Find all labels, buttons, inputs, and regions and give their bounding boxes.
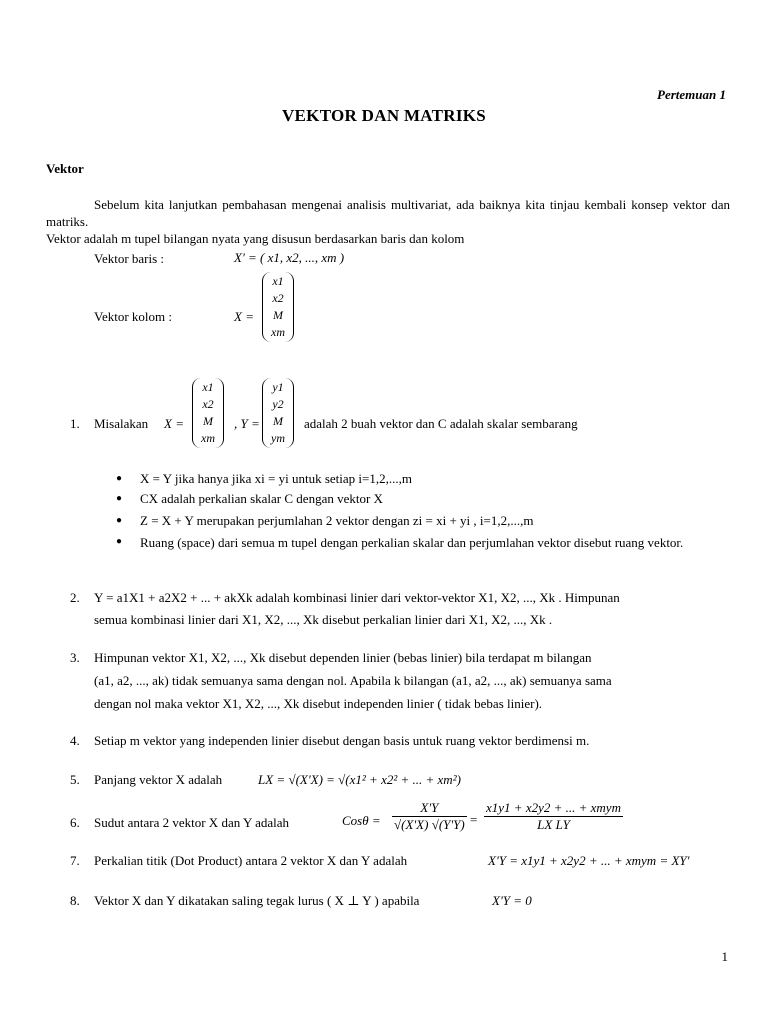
item-8-number: 8. (70, 893, 80, 908)
item-3-line-1: Himpunan vektor X1, X2, ..., Xk disebut dependen linier (bebas linier) bila terdapat m bilangan (94, 650, 592, 665)
item-5-text: Panjang vektor X adalah (94, 772, 223, 787)
y-entry-2: y2 (272, 397, 284, 411)
row-vector-label: Vektor baris : (94, 251, 165, 266)
page-number: 1 (721, 949, 728, 964)
item-6-fraction-2 (484, 800, 623, 833)
item-6-number: 6. (70, 815, 80, 830)
item-2-number: 2. (70, 590, 80, 605)
item-1-bullet-1: X = Y jika hanya jika xi = yi untuk setiap i=1,2,...,m (140, 471, 412, 486)
y-entry-3: M (273, 414, 283, 428)
col-entry-2: x2 (272, 291, 284, 305)
x-entry-3: M (203, 414, 213, 428)
fraction-2-numerator: x1y1 + x2y2 + ... + xmym (486, 800, 621, 815)
item-8-text: Vektor X dan Y dikatakan saling tegak lurus ( X ⊥ Y ) apabila (94, 893, 420, 908)
item-6-cos-lhs: Cosθ = (342, 813, 381, 828)
item-1-x-lhs: X = (164, 416, 184, 431)
intro-paragraph-1: Sebelum kita lanjutkan pembahasan mengenai analisis multivariat, ada baiknya kita tinjau kembali konsep vektor dan matriks. (46, 197, 730, 229)
item-2-line-2: semua kombinasi linier dari X1, X2, ..., Xk disebut perkalian linier dari X1, X2, ..., Xk . (94, 612, 553, 627)
item-1-bullet-4: Ruang (space) dari semua m tupel dengan perkalian skalar dan perjumlahan vektor disebut ruang vektor. (140, 535, 684, 550)
intro-paragraph-2: Vektor adalah m tupel bilangan nyata yang disusun berdasarkan baris dan kolom (46, 231, 465, 246)
item-7-formula: X'Y = x1y1 + x2y2 + ... + xmym = XY' (488, 853, 690, 868)
item-3-number: 3. (70, 650, 80, 665)
col-entry-4: xm (271, 325, 285, 339)
bullet-icon: ● (116, 473, 123, 484)
item-1-y-lhs: , Y = (234, 416, 260, 431)
column-vector-matrix (262, 272, 294, 342)
column-vector-lhs: X = (234, 309, 254, 324)
page-title: VEKTOR DAN MATRIKS (281, 106, 487, 125)
item-1-x-matrix (192, 378, 224, 448)
x-entry-4: xm (201, 431, 215, 445)
item-4-number: 4. (70, 733, 80, 748)
item-3-line-2: (a1, a2, ..., ak) tidak semuanya sama dengan nol. Apabila k bilangan (a1, a2, ..., ak) semuanya sama (94, 673, 612, 688)
item-7-text: Perkalian titik (Dot Product) antara 2 vektor X dan Y adalah (94, 853, 408, 868)
item-1-y-matrix (262, 378, 294, 448)
meeting-label: Pertemuan 1 (657, 87, 726, 102)
item-4-text: Setiap m vektor yang independen linier disebut dengan basis untuk ruang vektor berdimensi m. (94, 733, 590, 748)
item-1-number: 1. (70, 416, 80, 431)
y-entry-1: y1 (272, 380, 284, 394)
fraction-1-numerator: X'Y (392, 800, 467, 817)
item-6-text: Sudut antara 2 vektor X dan Y adalah (94, 815, 290, 830)
item-7-number: 7. (70, 853, 80, 868)
section-heading: Vektor (46, 161, 84, 176)
fraction-2-denominator: LX LY (537, 817, 570, 832)
item-8-formula: X'Y = 0 (492, 893, 532, 908)
col-entry-1: x1 (272, 274, 284, 288)
bullet-icon: ● (116, 536, 123, 547)
item-5-formula: LX = √(X'X) = √(x1² + x2² + ... + xm²) (258, 772, 461, 787)
fraction-1-denominator: √(X'X) √(Y'Y) (394, 817, 465, 832)
item-6-fraction-1 (392, 800, 467, 833)
y-entry-4: ym (271, 431, 285, 445)
column-vector-label: Vektor kolom : (94, 309, 172, 324)
x-entry-1: x1 (202, 380, 214, 394)
item-1-tail: adalah 2 buah vektor dan C adalah skalar sembarang (304, 416, 578, 431)
item-2-line-1: Y = a1X1 + a2X2 + ... + akXk adalah kombinasi linier dari vektor-vektor X1, X2, ..., Xk . Himpunan (94, 590, 620, 605)
bullet-icon: ● (116, 493, 123, 504)
col-entry-3: M (273, 308, 283, 322)
item-5-number: 5. (70, 772, 80, 787)
item-1-lead: Misalakan (94, 416, 149, 431)
row-vector-equation: X' = ( x1, x2, ..., xm ) (234, 250, 345, 265)
item-1-bullet-3: Z = X + Y merupakan perjumlahan 2 vektor dengan zi = xi + yi , i=1,2,...,m (140, 513, 534, 528)
equals-sign: = (470, 812, 478, 827)
item-3-line-3: dengan nol maka vektor X1, X2, ..., Xk disebut independen linier ( tidak bebas linier). (94, 696, 543, 711)
bullet-icon: ● (116, 515, 123, 526)
item-1-bullet-2: CX adalah perkalian skalar C dengan vektor X (140, 491, 383, 506)
x-entry-2: x2 (202, 397, 214, 411)
